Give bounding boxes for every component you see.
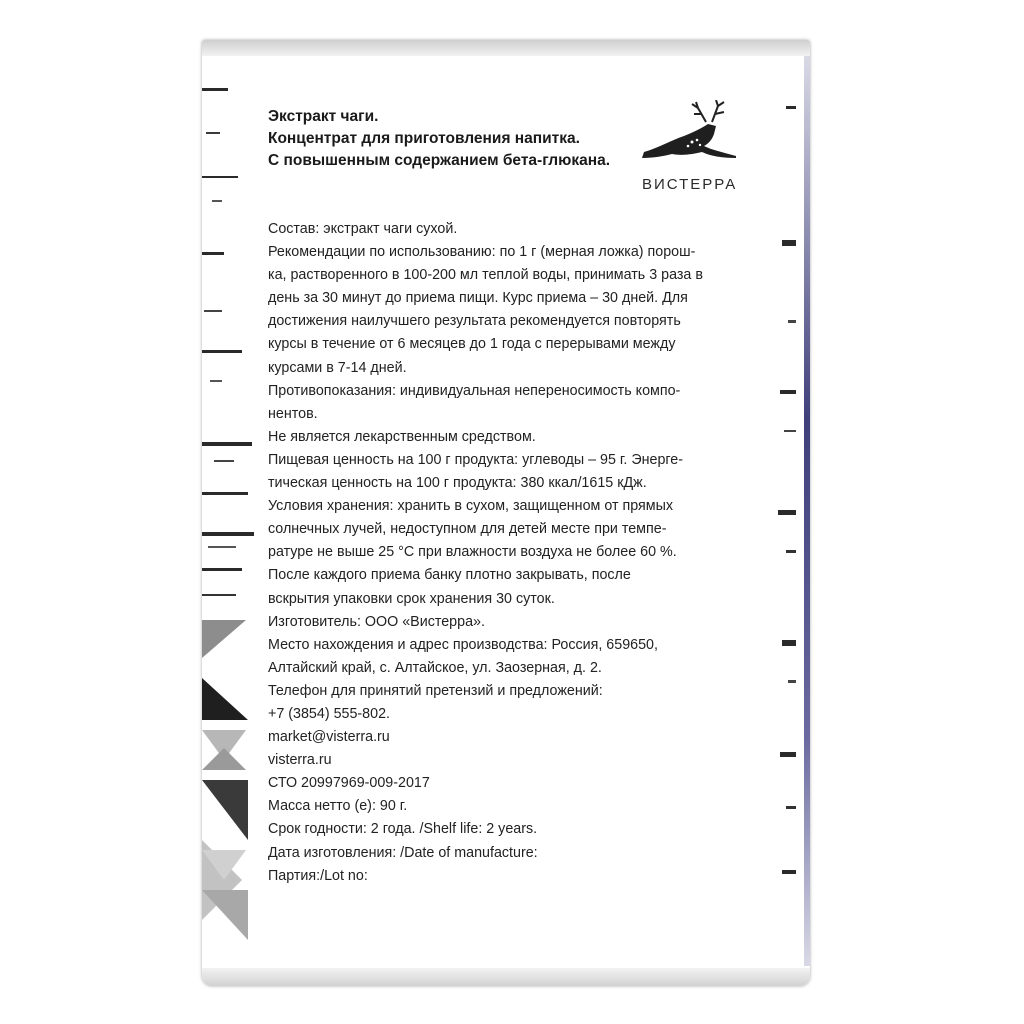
bottom-fold — [202, 968, 810, 986]
label-line: Не является лекарственным средством. — [268, 428, 536, 445]
brand-name: ВИСТЕРРА — [642, 176, 738, 193]
label-line: тическая ценность на 100 г продукта: 380 ккал/1615 кДж. — [268, 475, 647, 492]
lot-number: Партия:/Lot no: — [268, 867, 368, 884]
phone-number: +7 (3854) 555-802. — [268, 705, 391, 722]
triangle-pattern — [202, 620, 250, 950]
label-body — [268, 218, 708, 888]
label-line: Рекомендации по использованию: по 1 г (мерная ложка) порош- — [268, 244, 696, 261]
heading-line-1: Экстракт чаги. — [268, 108, 379, 125]
deer-icon — [636, 100, 746, 172]
email-address: market@visterra.ru — [268, 729, 390, 746]
label-line: солнечных лучей, недоступном для детей месте при темпе- — [268, 521, 667, 538]
manufacturer-line: Изготовитель: ООО «Вистерра». — [268, 613, 485, 630]
standard-code: СТО 20997969-009-2017 — [268, 775, 430, 792]
birch-bark-pattern-right — [768, 80, 798, 940]
address-line: Место нахождения и адрес производства: Россия, 659650, — [268, 636, 658, 653]
birch-bark-pattern-left — [202, 80, 262, 620]
product-heading — [268, 106, 610, 172]
label-line: После каждого приема банку плотно закрывать, после — [268, 567, 631, 584]
label-line: курсы в течение от 6 месяцев до 1 года с перерывами между — [268, 336, 676, 353]
address-line: Алтайский край, с. Алтайское, ул. Заозерная, д. 2. — [268, 659, 602, 676]
website: visterra.ru — [268, 752, 332, 769]
brand-logo — [630, 100, 770, 200]
label-line: нентов. — [268, 405, 318, 422]
heading-line-3: С повышенным содержанием бета-глюкана. — [268, 152, 611, 169]
label-line: Состав: экстракт чаги сухой. — [268, 221, 458, 237]
heading-line-2: Концентрат для приготовления напитка. — [268, 130, 580, 147]
package-label — [202, 40, 810, 986]
label-line: ка, растворенного в 100-200 мл теплой воды, принимать 3 раза в — [268, 267, 703, 284]
right-edge-band — [804, 56, 810, 966]
label-line: Противопоказания: индивидуальная непереносимость компо- — [268, 382, 681, 399]
shelf-life: Срок годности: 2 года. /Shelf life: 2 years. — [268, 821, 538, 838]
label-line: Условия хранения: хранить в сухом, защищенном от прямых — [268, 498, 674, 515]
manufacture-date: Дата изготовления: /Date of manufacture: — [268, 844, 538, 861]
label-line: день за 30 минут до приема пищи. Курс приема – 30 дней. Для — [268, 290, 688, 307]
net-weight: Масса нетто (е): 90 г. — [268, 798, 408, 815]
label-line: достижения наилучшего результата рекомендуется повторять — [268, 313, 681, 330]
label-line: ратуре не выше 25 °С при влажности воздуха не более 60 %. — [268, 544, 677, 561]
label-line: курсами в 7-14 дней. — [268, 359, 407, 376]
top-fold — [202, 40, 810, 56]
label-line: Пищевая ценность на 100 г продукта: углеводы – 95 г. Энерге- — [268, 451, 684, 468]
label-line: вскрытия упаковки срок хранения 30 суток. — [268, 590, 555, 607]
phone-caption: Телефон для принятий претензий и предложений: — [268, 682, 603, 699]
